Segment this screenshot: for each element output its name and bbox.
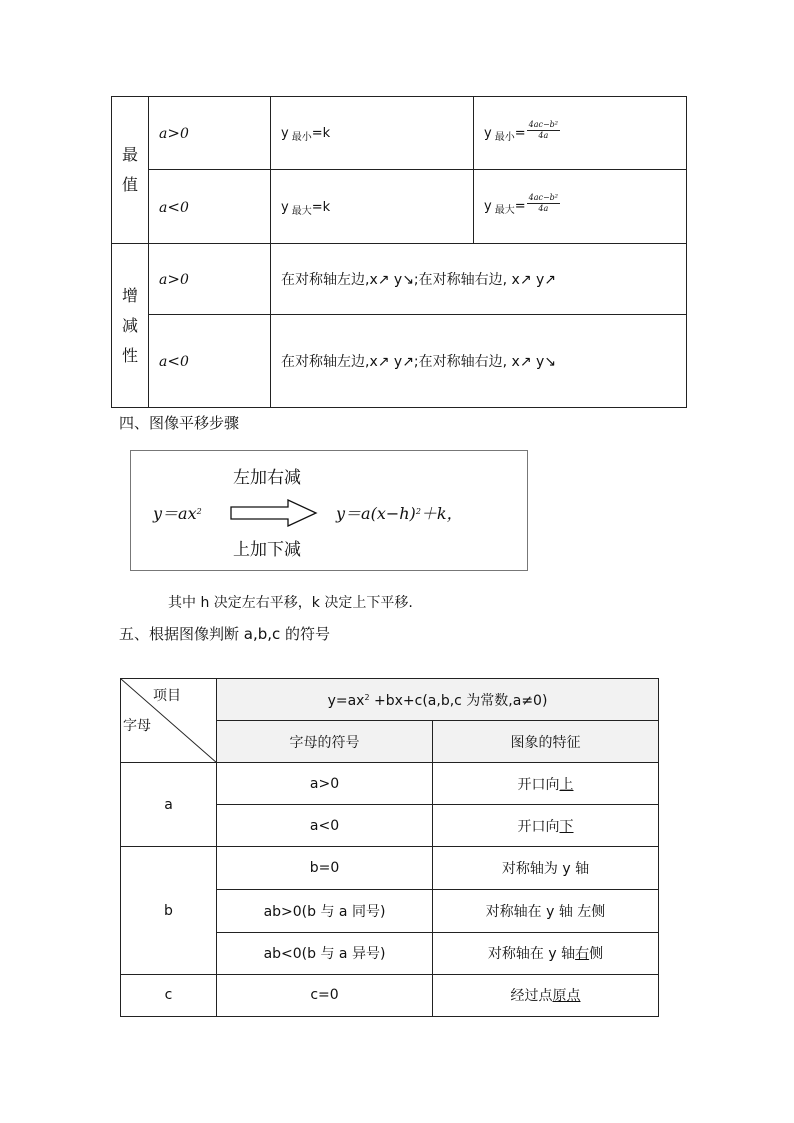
cond-op: > (167, 270, 180, 288)
table-header-formula (217, 679, 659, 721)
table-row (121, 847, 659, 889)
extremum-monotonic-table (111, 96, 687, 408)
y-symbol: y (484, 199, 492, 214)
table-row (121, 974, 659, 1016)
feature-text: 对称轴在 y 轴 左侧 (485, 903, 606, 920)
feature-cell (433, 932, 659, 974)
sign-cell: a<0 (217, 805, 433, 847)
sign-cell: ab<0(b 与 a 异号) (217, 932, 433, 974)
feature-cell (433, 763, 659, 805)
label-char: 增 (121, 285, 138, 305)
vertex-val: =k (311, 126, 331, 141)
y-symbol: y (281, 199, 289, 215)
formula-text: y＝a(x−h) (336, 504, 416, 523)
vertex-value-cell (271, 170, 474, 244)
denominator: 4a (538, 204, 549, 213)
sign-cell: a>0 (217, 763, 433, 805)
vertical-rule-label: 上加下减 (233, 540, 301, 560)
right-arrow-icon (230, 499, 318, 527)
formula-value-cell (474, 170, 687, 244)
subscript: 最大 (494, 205, 515, 216)
feature-underlined: 原点 (552, 988, 581, 1005)
column-header-feature: 图象的特征 (433, 721, 659, 763)
numerator: 4ac−b² (528, 193, 558, 202)
column-header-sign: 字母的符号 (217, 721, 433, 763)
subscript: 最大 (291, 205, 312, 217)
vertex-value-cell (271, 97, 474, 170)
feature-underlined: 右 (575, 946, 590, 963)
condition-cell (149, 244, 271, 315)
corner-top-label: 项目 (153, 688, 181, 704)
formula-value-cell (474, 97, 687, 170)
denominator: 4a (538, 130, 549, 140)
cond-num: 0 (179, 354, 189, 370)
formula-text: y＝ax (153, 504, 197, 523)
exponent: 2 (415, 507, 421, 516)
cond-op: > (167, 124, 180, 142)
cond-num: 0 (179, 126, 189, 142)
numerator: 4ac−b² (528, 119, 558, 129)
corner-bottom-label: 字母 (123, 718, 151, 734)
feature-text: 侧 (589, 946, 604, 963)
exponent: 2 (364, 692, 370, 702)
corner-cell (121, 679, 217, 763)
label-char: 值 (121, 175, 138, 194)
translation-note: 其中 h 决定左右平移，k 决定上下平移. (168, 595, 413, 611)
feature-text: 对称轴为 y 轴 (501, 860, 590, 877)
cond-op: < (167, 197, 180, 216)
cond-var: a (159, 126, 168, 142)
feature-text: 经过点 (510, 988, 553, 1005)
feature-cell (433, 889, 659, 932)
section4-heading: 四、图像平移步骤 (119, 414, 240, 432)
feature-cell (433, 847, 659, 889)
sign-cell: ab>0(b 与 a 同号) (217, 889, 433, 932)
condition-cell (149, 315, 271, 408)
feature-cell (433, 974, 659, 1016)
monotonic-label (112, 244, 149, 408)
y-symbol: y (484, 125, 492, 141)
cond-num: 0 (179, 272, 189, 288)
feature-text: 开口向 (517, 776, 560, 793)
monotonic-text: 在对称轴左边,x↗ y↘;在对称轴右边, x↗ y↗ (271, 244, 687, 315)
section5-heading: 五、根据图像判断 a,b,c 的符号 (119, 625, 331, 643)
exponent: 2 (196, 507, 202, 516)
feature-text: 对称轴在 y 轴 (487, 946, 576, 963)
translation-diagram (130, 450, 528, 571)
fraction (527, 120, 560, 141)
vertex-val: =k (311, 199, 331, 215)
horizontal-rule-label: 左加右减 (233, 468, 301, 488)
subscript: 最小 (494, 131, 515, 143)
equals: = (514, 199, 526, 214)
label-char: 减 (121, 315, 138, 335)
table-row (121, 763, 659, 805)
feature-underlined: 下 (559, 818, 574, 835)
equals: = (514, 125, 526, 141)
cond-var: a (159, 354, 168, 370)
condition-cell (149, 97, 271, 170)
condition-cell (149, 170, 271, 244)
cond-var: a (159, 272, 168, 288)
extremum-label (112, 97, 149, 244)
sign-judgement-table (120, 678, 659, 1017)
formula-text: +bx+c(a,b,c 为常数,a≠0) (369, 692, 548, 709)
formula-text: y=ax (327, 692, 365, 709)
sign-cell: c=0 (217, 974, 433, 1016)
monotonic-text: 在对称轴左边,x↗ y↗;在对称轴右边, x↗ y↘ (271, 315, 687, 408)
feature-cell (433, 805, 659, 847)
cond-num: 0 (179, 199, 189, 216)
feature-underlined: 上 (559, 776, 574, 793)
label-char: 性 (121, 345, 138, 365)
y-symbol: y (281, 126, 289, 141)
letter-cell: b (121, 847, 217, 974)
fraction (527, 193, 560, 214)
translated-formula (336, 501, 463, 524)
sign-cell: b=0 (217, 847, 433, 889)
feature-text: 开口向 (517, 818, 560, 835)
original-formula (153, 501, 202, 524)
formula-text: ＋k， (420, 504, 463, 523)
cond-var: a (159, 199, 168, 216)
subscript: 最小 (291, 132, 312, 143)
letter-cell: a (121, 763, 217, 847)
letter-cell: c (121, 974, 217, 1016)
cond-op: < (167, 352, 180, 370)
label-char: 最 (121, 145, 138, 164)
